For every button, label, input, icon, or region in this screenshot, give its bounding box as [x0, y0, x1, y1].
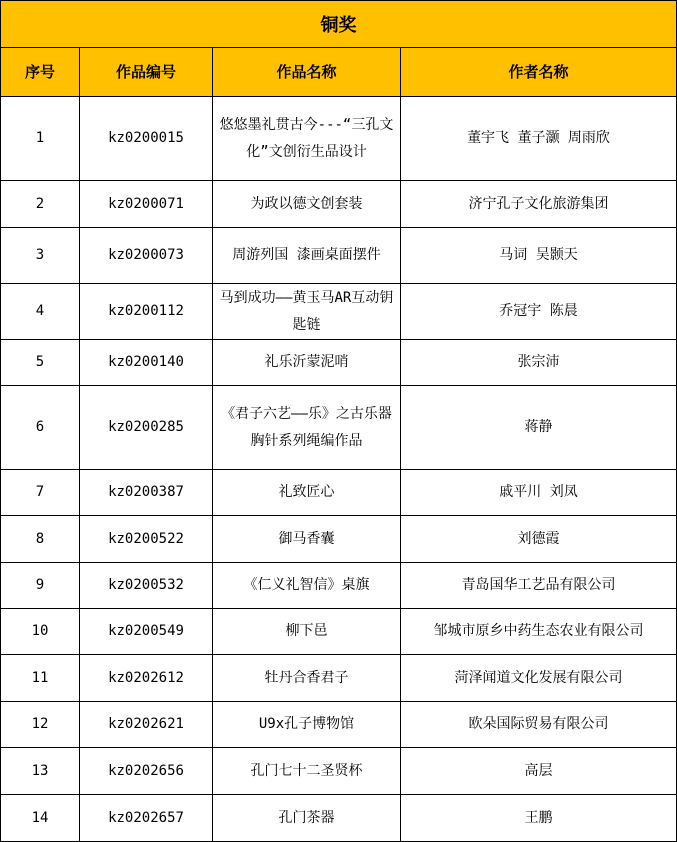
cell-author-name: 戚平川 刘凤	[401, 470, 677, 516]
cell-serial-number: 3	[0, 228, 80, 284]
cell-serial-number: 8	[0, 516, 80, 563]
cell-work-code: kz0202621	[80, 702, 213, 748]
cell-work-code: kz0202657	[80, 795, 213, 842]
cell-work-code: kz0200532	[80, 563, 213, 609]
table-row	[0, 563, 677, 609]
cell-author-name: 欧朵国际贸易有限公司	[401, 702, 677, 748]
cell-work-name: 马到成功——黄玉马AR互动钥匙链	[213, 284, 401, 340]
table-row	[0, 609, 677, 655]
cell-serial-number: 1	[0, 97, 80, 181]
cell-work-code: kz0202656	[80, 748, 213, 795]
table-row	[0, 795, 677, 842]
cell-serial-number: 11	[0, 655, 80, 702]
cell-author-name: 王鹏	[401, 795, 677, 842]
cell-work-code: kz0200549	[80, 609, 213, 655]
cell-work-name: 礼致匠心	[213, 470, 401, 516]
cell-work-code: kz0200071	[80, 181, 213, 228]
table-row	[0, 748, 677, 795]
cell-work-name: 礼乐沂蒙泥哨	[213, 340, 401, 386]
cell-serial-number: 6	[0, 386, 80, 470]
cell-author-name: 邹城市原乡中药生态农业有限公司	[401, 609, 677, 655]
cell-work-name: 御马香囊	[213, 516, 401, 563]
table-row	[0, 228, 677, 284]
table-row	[0, 97, 677, 181]
cell-author-name: 马词 吴颢天	[401, 228, 677, 284]
cell-serial-number: 2	[0, 181, 80, 228]
cell-work-code: kz0200387	[80, 470, 213, 516]
cell-author-name: 济宁孔子文化旅游集团	[401, 181, 677, 228]
cell-author-name: 董宇飞 董子灏 周雨欣	[401, 97, 677, 181]
table-row	[0, 386, 677, 470]
table-title: 铜奖	[0, 0, 677, 48]
table-row	[0, 181, 677, 228]
table-row	[0, 516, 677, 563]
cell-serial-number: 14	[0, 795, 80, 842]
cell-work-code: kz0200285	[80, 386, 213, 470]
cell-work-name: 孔门茶器	[213, 795, 401, 842]
cell-author-name: 刘德霞	[401, 516, 677, 563]
cell-work-code: kz0200015	[80, 97, 213, 181]
table-row	[0, 284, 677, 340]
cell-work-code: kz0202612	[80, 655, 213, 702]
cell-serial-number: 13	[0, 748, 80, 795]
cell-work-name: 孔门七十二圣贤杯	[213, 748, 401, 795]
cell-work-name: 周游列国 漆画桌面摆件	[213, 228, 401, 284]
cell-serial-number: 4	[0, 284, 80, 340]
cell-work-name: 为政以德文创套装	[213, 181, 401, 228]
table-row	[0, 340, 677, 386]
cell-work-name: 牡丹合香君子	[213, 655, 401, 702]
cell-work-name: 《君子六艺——乐》之古乐器胸针系列绳编作品	[213, 386, 401, 470]
cell-serial-number: 5	[0, 340, 80, 386]
cell-serial-number: 9	[0, 563, 80, 609]
header-row	[0, 48, 677, 97]
cell-work-name: 悠悠墨礼贯古今---“三孔文化”文创衍生品设计	[213, 97, 401, 181]
cell-work-name: 《仁义礼智信》桌旗	[213, 563, 401, 609]
table-row	[0, 470, 677, 516]
header-serial-number: 序号	[0, 48, 80, 97]
cell-work-code: kz0200073	[80, 228, 213, 284]
header-author-name: 作者名称	[401, 48, 677, 97]
header-work-code: 作品编号	[80, 48, 213, 97]
cell-work-code: kz0200140	[80, 340, 213, 386]
cell-serial-number: 12	[0, 702, 80, 748]
cell-author-name: 青岛国华工艺品有限公司	[401, 563, 677, 609]
cell-work-code: kz0200522	[80, 516, 213, 563]
cell-work-name: 柳下邑	[213, 609, 401, 655]
cell-author-name: 乔冠宇 陈晨	[401, 284, 677, 340]
cell-author-name: 蒋静	[401, 386, 677, 470]
cell-author-name: 高层	[401, 748, 677, 795]
cell-author-name: 菏泽闻道文化发展有限公司	[401, 655, 677, 702]
table-row	[0, 702, 677, 748]
cell-serial-number: 10	[0, 609, 80, 655]
cell-serial-number: 7	[0, 470, 80, 516]
cell-work-name: U9x孔子博物馆	[213, 702, 401, 748]
cell-author-name: 张宗沛	[401, 340, 677, 386]
header-work-name: 作品名称	[213, 48, 401, 97]
table-row	[0, 655, 677, 702]
cell-work-code: kz0200112	[80, 284, 213, 340]
